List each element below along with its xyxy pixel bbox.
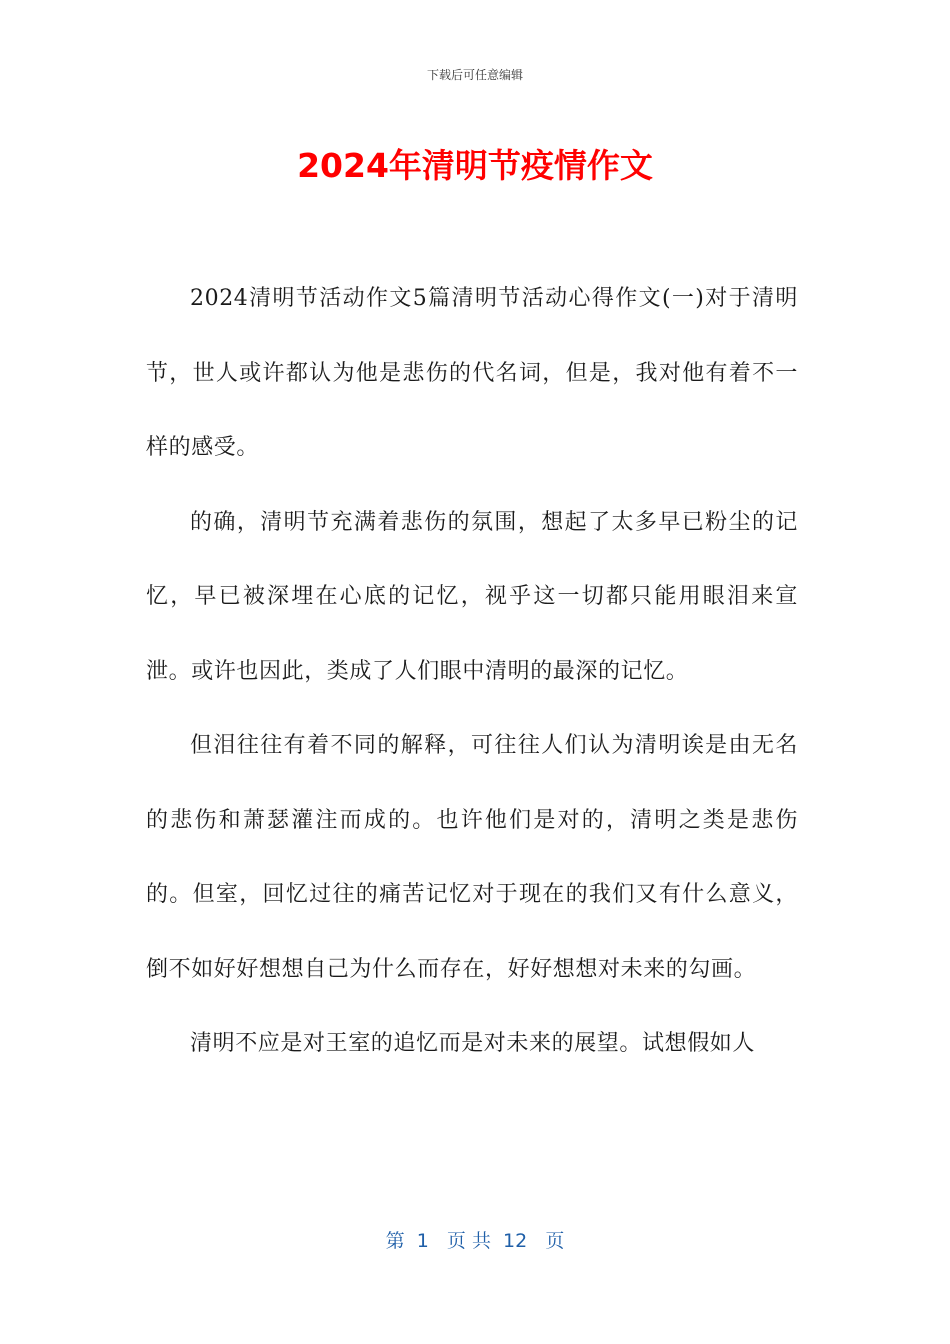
- document-body: [146, 262, 798, 1082]
- paragraph-1: 2024清明节活动作文5篇清明节活动心得作文(一)对于清明节，世人或许都认为他是悲伤的代名词，但是，我对他有着不一样的感受。: [146, 286, 798, 460]
- header-note: 下载后可任意编辑: [426, 68, 523, 82]
- document-title: 2024年清明节疫情作文: [297, 146, 653, 185]
- paragraph-4: 清明不应是对王室的追忆而是对未来的展望。试想假如人: [190, 1031, 756, 1056]
- paragraph-2: 的确，清明节充满着悲伤的氛围，想起了太多早已粉尘的记忆，早已被深埋在心底的记忆，视乎这一切都只能用眼泪来宣泄。或许也因此，类成了人们眼中清明的最深的记忆。: [146, 509, 798, 684]
- paragraph-3: 但泪往往有着不同的解释，可往往人们认为清明诶是由无名的悲伤和萧瑟灌注而成的。也许他们是对的，清明之类是悲伤的。但室，回忆过往的痛苦记忆对于现在的我们又有什么意义，倒不如好好想想自己为什么而存在，好好想想对未来的勾画。: [146, 733, 798, 982]
- page-footer: 第 1 页 共 12 页: [385, 1230, 565, 1252]
